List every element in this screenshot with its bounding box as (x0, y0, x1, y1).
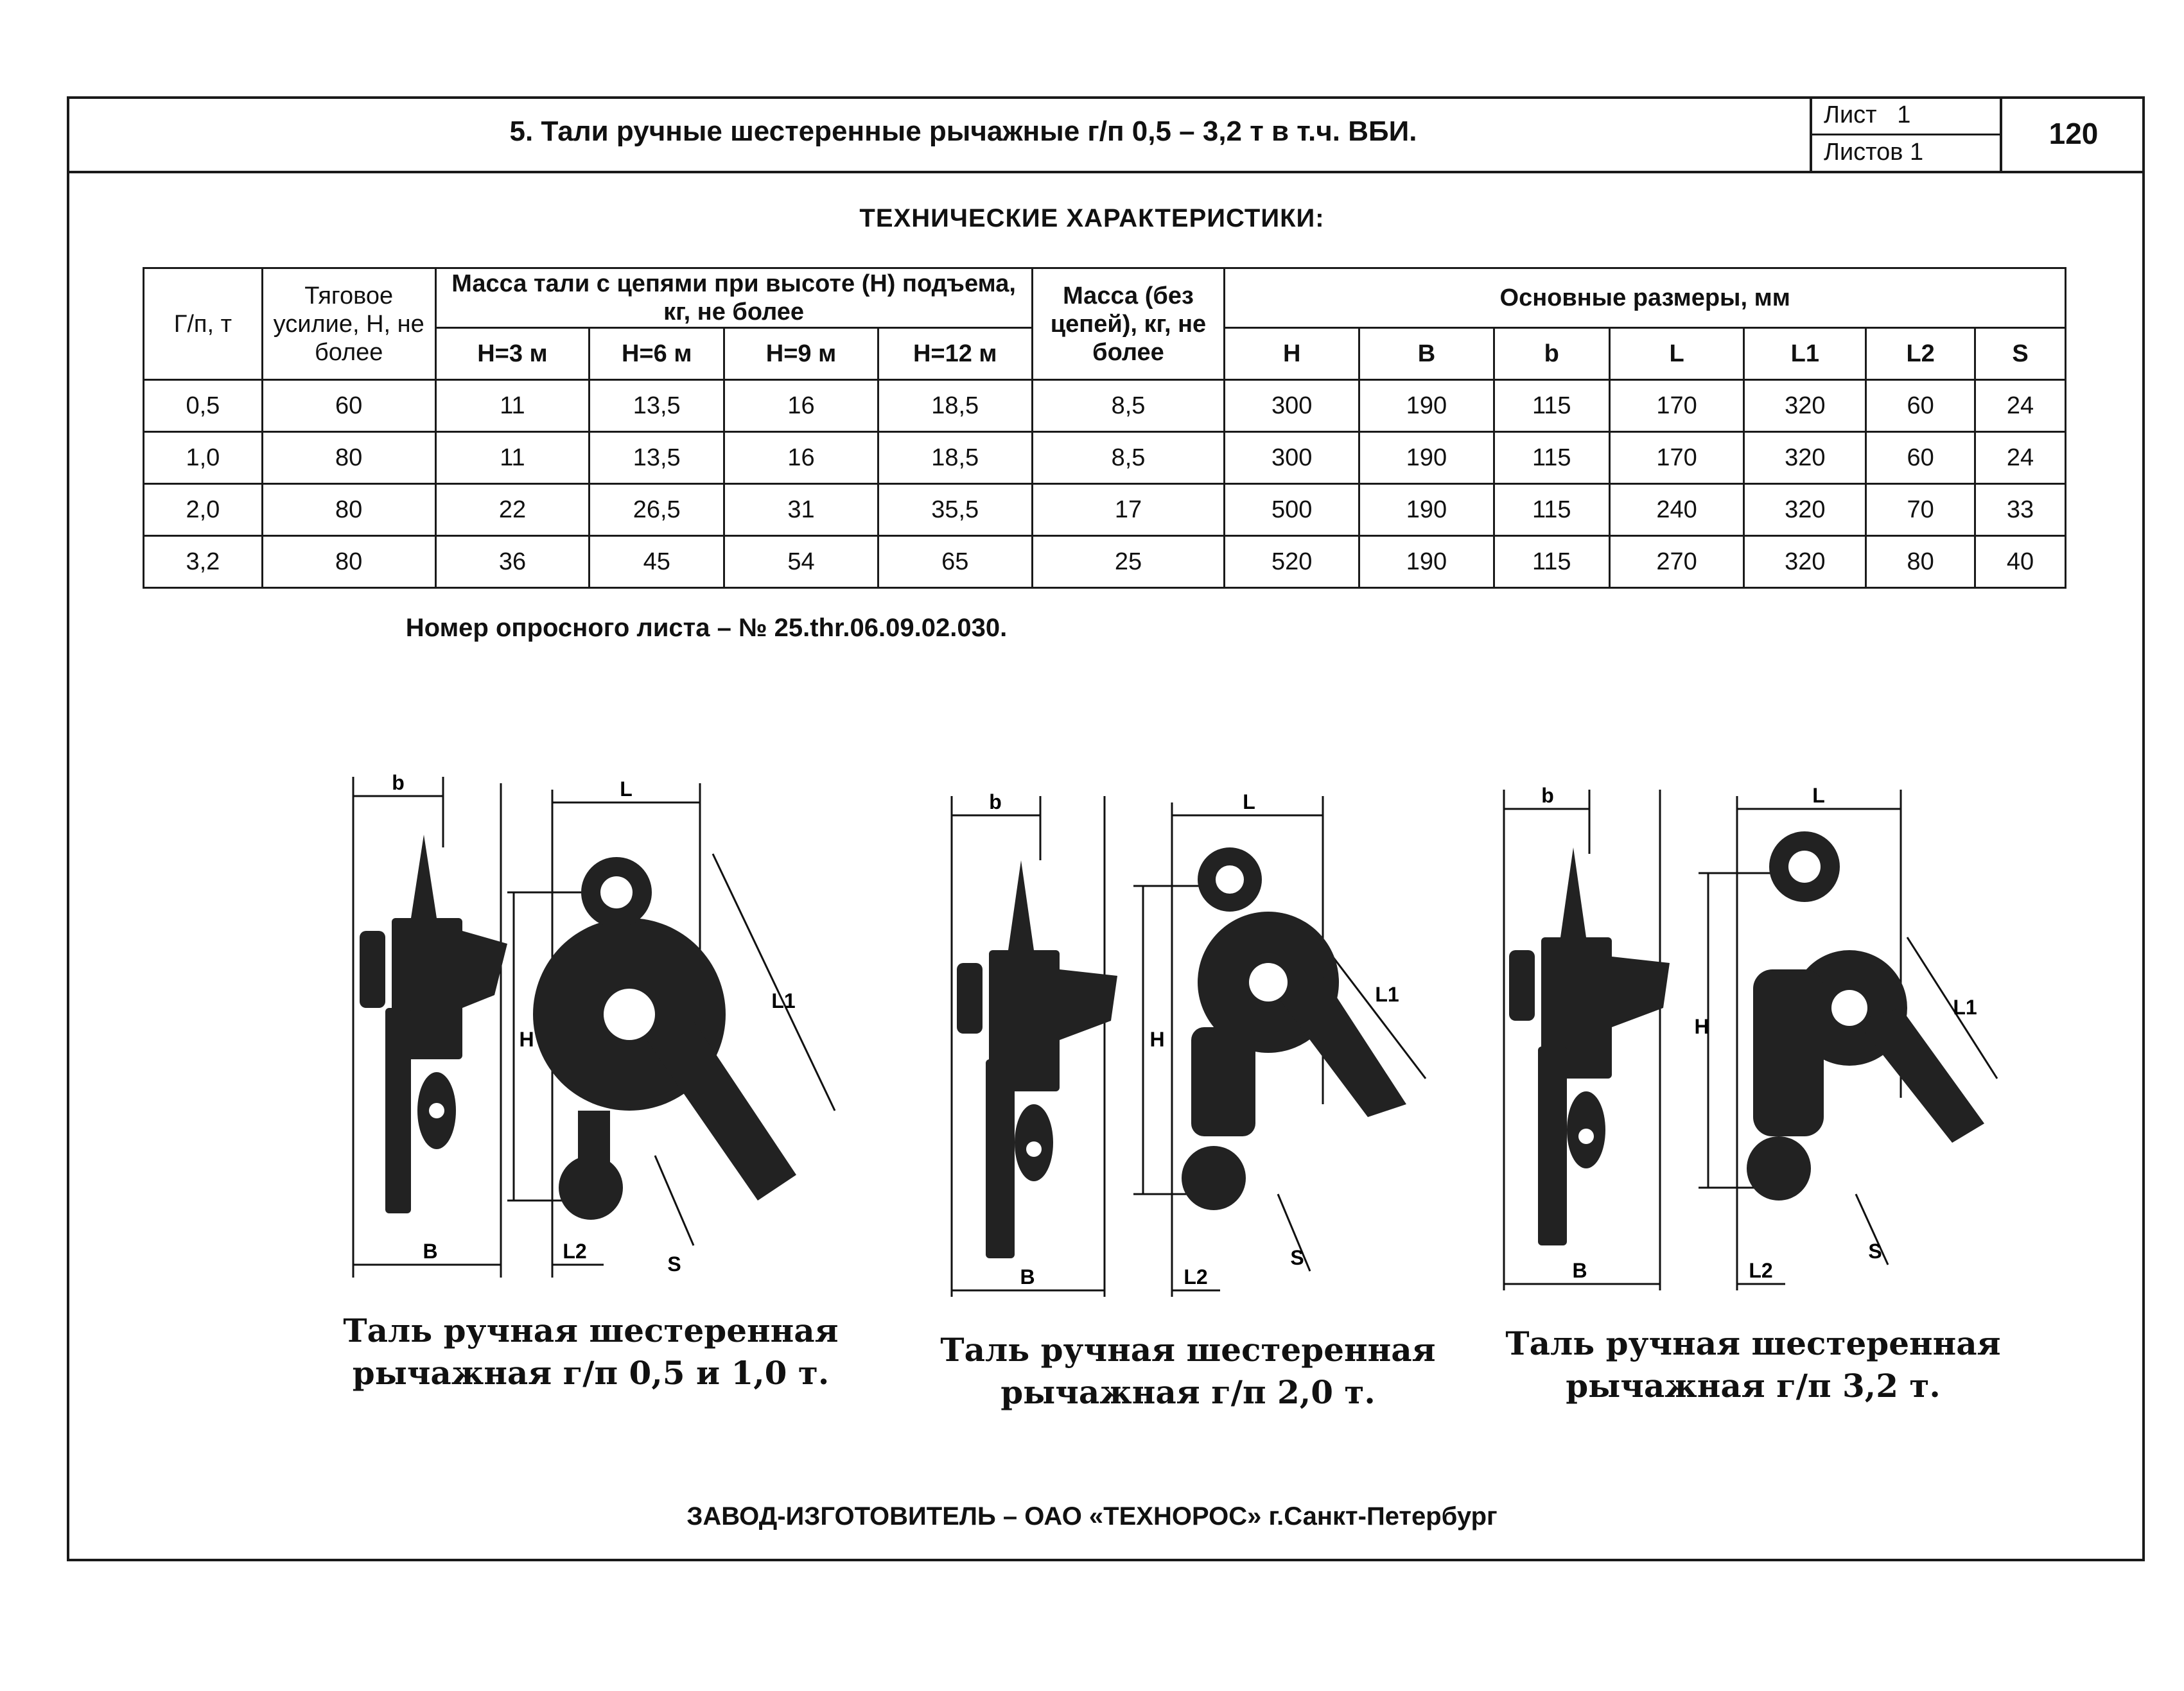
table-cell: 190 (1359, 380, 1494, 432)
table-cell: 500 (1225, 484, 1359, 536)
table-cell: 8,5 (1032, 432, 1225, 484)
caption-line: рычажная г/п 2,0 т. (1000, 1373, 1376, 1411)
col-dim-S: S (1975, 328, 2066, 380)
col-mass-h6: Н=6 м (590, 328, 724, 380)
caption-line: Таль ручная шестеренная (343, 1312, 839, 1349)
dim-label-B: B (1020, 1265, 1035, 1288)
table-cell: 3,2 (144, 536, 263, 588)
col-mass-h12: Н=12 м (878, 328, 1032, 380)
table-cell: 270 (1609, 536, 1744, 588)
table-cell: 17 (1032, 484, 1225, 536)
table-cell: 11 (435, 380, 590, 432)
dim-label-L: L (1812, 784, 1825, 807)
table-cell: 190 (1359, 432, 1494, 484)
dim-label-L: L (620, 777, 633, 801)
col-mass-h3: Н=3 м (435, 328, 590, 380)
sheets-value: 1 (1910, 139, 1924, 166)
table-cell: 300 (1225, 432, 1359, 484)
dim-label-b: b (1541, 784, 1554, 807)
table-cell: 1,0 (144, 432, 263, 484)
table-cell: 115 (1494, 536, 1609, 588)
col-dims-group: Основные размеры, мм (1225, 268, 2066, 328)
col-capacity: Г/п, т (144, 268, 263, 380)
table-cell: 36 (435, 536, 590, 588)
table-cell: 2,0 (144, 484, 263, 536)
sheet-label: Лист (1824, 101, 1877, 128)
caption-line: рычажная г/п 0,5 и 1,0 т. (352, 1354, 830, 1392)
table-cell: 11 (435, 432, 590, 484)
table-cell: 26,5 (590, 484, 724, 536)
dim-label-H: H (519, 1028, 534, 1051)
table-cell: 190 (1359, 536, 1494, 588)
table-cell: 0,5 (144, 380, 263, 432)
dim-label-B: B (423, 1240, 438, 1263)
col-force: Тяговое усилие, Н, не более (262, 268, 435, 380)
table-cell: 60 (262, 380, 435, 432)
dim-label-H: H (1694, 1015, 1709, 1038)
table-cell: 170 (1609, 432, 1744, 484)
table-row (144, 484, 2066, 536)
table-cell: 70 (1866, 484, 1975, 536)
table-cell: 320 (1744, 380, 1866, 432)
caption-line: рычажная г/п 3,2 т. (1566, 1367, 1941, 1405)
table-cell: 65 (878, 536, 1032, 588)
col-dim-b: b (1494, 328, 1609, 380)
col-dim-L: L (1609, 328, 1744, 380)
col-dim-B: B (1359, 328, 1494, 380)
hoist-drawing-3 (1490, 777, 2023, 1310)
sheets-label: Листов (1824, 139, 1903, 166)
table-cell: 80 (262, 432, 435, 484)
table-cell: 25 (1032, 536, 1225, 588)
table-cell: 80 (262, 484, 435, 536)
document-title: 5. Тали ручные шестеренные рычажные г/п 0,5 – 3,2 т в т.ч. ВБИ. (509, 116, 1417, 147)
table-cell: 60 (1866, 432, 1975, 484)
table-cell: 80 (1866, 536, 1975, 588)
dim-label-B: B (1572, 1259, 1587, 1282)
table-cell: 16 (724, 432, 878, 484)
table-cell: 8,5 (1032, 380, 1225, 432)
dim-label-b: b (989, 790, 1002, 813)
sheet-row (1824, 101, 1910, 129)
table-header-row (144, 268, 2066, 328)
table-cell: 18,5 (878, 432, 1032, 484)
table-cell: 60 (1866, 380, 1975, 432)
table-cell: 115 (1494, 432, 1609, 484)
table-cell: 35,5 (878, 484, 1032, 536)
dim-label-L1: L1 (1953, 996, 1977, 1019)
caption-line: Таль ручная шестеренная (940, 1331, 1436, 1369)
table-row (144, 432, 2066, 484)
dim-label-S: S (1290, 1246, 1304, 1269)
dim-label-b: b (392, 771, 405, 794)
table-cell: 80 (262, 536, 435, 588)
table-cell: 520 (1225, 536, 1359, 588)
dim-label-H: H (1149, 1028, 1165, 1051)
table-cell: 54 (724, 536, 878, 588)
table-cell: 300 (1225, 380, 1359, 432)
col-dim-L1: L1 (1744, 328, 1866, 380)
manufacturer-footer: ЗАВОД-ИЗГОТОВИТЕЛЬ – ОАО «ТЕХНОРОС» г.Санкт-Петербург (686, 1502, 1498, 1531)
figure-caption-2 (931, 1329, 1445, 1414)
page-number: 120 (2049, 117, 2099, 150)
table-cell: 115 (1494, 380, 1609, 432)
dim-label-L1: L1 (771, 989, 796, 1012)
table-row (144, 380, 2066, 432)
figure-caption-1 (334, 1310, 848, 1394)
table-cell: 18,5 (878, 380, 1032, 432)
section-title: ТЕХНИЧЕСКИЕ ХАРАКТЕРИСТИКИ: (859, 204, 1325, 232)
col-mass-group: Масса тали с цепями при высоте (Н) подъема, кг, не более (435, 268, 1032, 328)
dim-label-L: L (1243, 790, 1255, 813)
dim-label-S: S (1868, 1240, 1882, 1263)
dim-label-L2: L2 (1184, 1265, 1208, 1288)
dim-label-L2: L2 (563, 1240, 587, 1263)
table-cell: 13,5 (590, 432, 724, 484)
dim-label-L2: L2 (1749, 1259, 1773, 1282)
sheet-info-box (1810, 96, 2002, 171)
table-cell: 24 (1975, 432, 2066, 484)
hoist-drawing-2 (938, 783, 1464, 1316)
table-cell: 24 (1975, 380, 2066, 432)
caption-line: Таль ручная шестеренная (1505, 1324, 2001, 1362)
table-cell: 22 (435, 484, 590, 536)
table-cell: 320 (1744, 484, 1866, 536)
sheet-box-divider (1812, 134, 2000, 135)
table-cell: 115 (1494, 484, 1609, 536)
col-dim-H: H (1225, 328, 1359, 380)
specs-table (143, 267, 2066, 589)
table-cell: 13,5 (590, 380, 724, 432)
hoist-drawing-1 (334, 764, 860, 1297)
dim-label-S: S (667, 1253, 681, 1276)
col-dim-L2: L2 (1866, 328, 1975, 380)
col-mass-h9: Н=9 м (724, 328, 878, 380)
header-divider (67, 171, 2145, 173)
table-cell: 320 (1744, 536, 1866, 588)
table-cell: 240 (1609, 484, 1744, 536)
questionnaire-reference: Номер опросного листа – № 25.thr.06.09.02.030. (405, 614, 1008, 642)
table-cell: 190 (1359, 484, 1494, 536)
table-cell: 40 (1975, 536, 2066, 588)
table-cell: 170 (1609, 380, 1744, 432)
table-cell: 45 (590, 536, 724, 588)
table-cell: 16 (724, 380, 878, 432)
figure-caption-3 (1490, 1322, 2016, 1407)
table-cell: 33 (1975, 484, 2066, 536)
table-cell: 320 (1744, 432, 1866, 484)
sheet-value: 1 (1897, 101, 1911, 128)
col-mass-nochain: Масса (без цепей), кг, не более (1032, 268, 1225, 380)
dim-label-L1: L1 (1375, 983, 1399, 1006)
sheets-row (1824, 139, 1923, 166)
table-cell: 31 (724, 484, 878, 536)
table-row (144, 536, 2066, 588)
